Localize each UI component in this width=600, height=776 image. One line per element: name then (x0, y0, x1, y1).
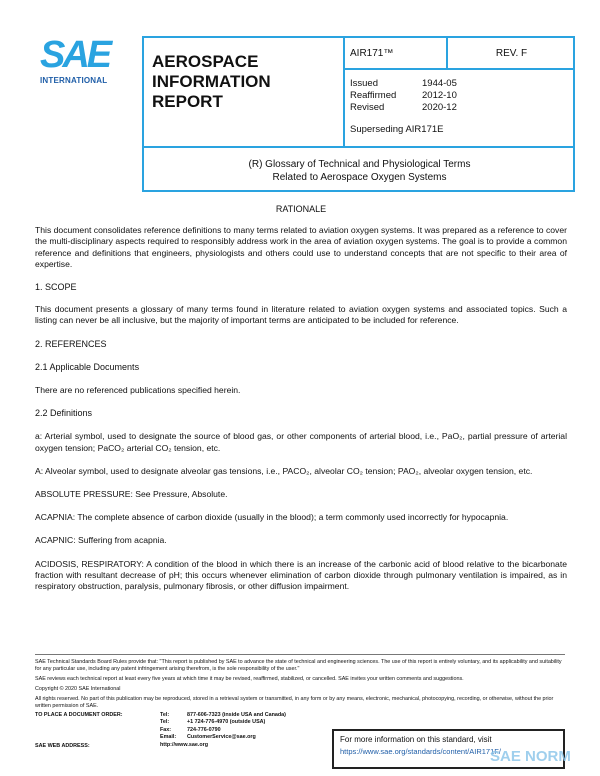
contacts (160, 712, 330, 749)
doc-number: AIR171™ (345, 38, 448, 70)
doc-type-line2: INFORMATION REPORT (152, 72, 271, 111)
doc-type-line1: AEROSPACE (152, 52, 259, 71)
definition: ABSOLUTE PRESSURE: See Pressure, Absolute. (35, 489, 228, 500)
revision: REV. F (448, 38, 575, 70)
footer-rights: All rights reserved. No part of this publication may be reproduced, stored in a retrieval system or transmitted, in any form or by any means, electronic, mechanical, photocopying, recording, or otherwise, without the prior written permission of SAE. (35, 696, 554, 709)
rationale-text: This document consolidates reference definitions to many terms related to aviation oxygen systems. It was prepared as a reference to cover the multi-disciplinary aspects required to responsibly address work in the area of aviation oxygen systems. The goal is to provide a common reference and definitions that engineers, physiologists and others could use to understand concepts that are not specific to their area of expertise. (35, 225, 567, 269)
date-row (350, 102, 575, 114)
contact-label: Tel: (160, 719, 170, 726)
definition: A: Alveolar symbol, used to designate alveolar gas tensions, i.e., PACO₂, alveolar CO₂ tension; PAO₂, alveolar oxygen tension, etc. (35, 465, 533, 476)
definitions-heading: 2.2 Definitions (35, 408, 93, 419)
rationale-heading: RATIONALE (275, 204, 327, 214)
footer-divider (35, 654, 565, 655)
contact-value: 724-776-0790 (187, 726, 221, 733)
date-label: Reaffirmed (350, 90, 397, 101)
document-body (35, 204, 567, 592)
subtitle-line1: (R) Glossary of Technical and Physiological Terms (248, 159, 471, 170)
contact-row (160, 719, 330, 726)
doc-type (144, 38, 345, 148)
contact-row (160, 734, 330, 741)
standard-link[interactable]: https://www.sae.org/standards/content/AIR171F/ (340, 747, 501, 756)
definition: ACAPNIC: Suffering from acapnia. (35, 535, 167, 546)
scope-heading: 1. SCOPE (35, 282, 77, 293)
contact-row (160, 727, 330, 734)
sae-logo (40, 36, 120, 85)
info-text: For more information on this standard, visit (340, 735, 492, 744)
web-address[interactable]: http://www.sae.org (160, 741, 209, 748)
date-row (350, 90, 575, 102)
applicable-heading: 2.1 Applicable Documents (35, 361, 140, 372)
logo-text: INTERNATIONAL (40, 76, 108, 85)
footer-rules: SAE Technical Standards Board Rules provide that: "This report is published by SAE to advance the state of technical and engineering sciences. The use of this report is entirely voluntary, and its applicability and suitability for any particular use, including any patent infringement arising therefrom, is the sole responsibility of the user." (35, 659, 562, 672)
date-label: Revised (350, 102, 385, 113)
web-row (160, 742, 330, 749)
definition: ACIDOSIS, RESPIRATORY: A condition of the blood in which there is an increase of the carbonic acid of blood relative to the bicarbonate fraction with resultant decrease of pH; this occurs whenever elimination of carbon dioxide through pulmonary ventilation is impaired, as in respiratory obstruction, paralysis, pulmonary fibrosis, or other diffusion impairment. (35, 558, 567, 592)
date-row (350, 78, 575, 90)
watermark: SAE NORM (490, 748, 571, 765)
subtitle-line2: Related to Aerospace Oxygen Systems (272, 172, 447, 183)
contact-value: CustomerService@sae.org (187, 734, 256, 741)
references-heading: 2. REFERENCES (35, 338, 107, 349)
subtitle (144, 148, 575, 192)
definition: ACAPNIA: The complete absence of carbon dioxide (usually in the blood); a term commonly used incorrectly for hypocapnia. (35, 512, 509, 523)
date-label: Issued (350, 78, 378, 89)
scope-text: This document presents a glossary of many terms found in literature related to aviation oxygen systems and associated topics. Such a listing can never be all inclusive, but the majority of important terms are anticipated to be included for reference. (35, 304, 567, 326)
contact-label: Fax: (160, 726, 172, 733)
order-label: TO PLACE A DOCUMENT ORDER: (35, 712, 123, 718)
contact-label: Email: (160, 734, 177, 741)
footer-copyright: Copyright © 2020 SAE International (35, 686, 121, 692)
date-value: 1944-05 (422, 78, 457, 89)
applicable-text: There are no referenced publications specified herein. (35, 385, 241, 396)
definition: a: Arterial symbol, used to designate the source of blood gas, or other components of arterial blood, i.e., PaO₂, partial pressure of arterial oxygen tension; PaCO₂ arterial CO₂ tension, etc. (35, 431, 567, 453)
contact-label: Tel: (160, 712, 170, 718)
contact-value: +1 724-776-4970 (outside USA) (187, 719, 266, 726)
dates-block (345, 70, 575, 148)
contact-row (160, 712, 330, 719)
superseding: Superseding AIR171E (350, 124, 444, 135)
logo-mark: SAE (40, 34, 110, 76)
header-box (142, 36, 575, 192)
web-label: SAE WEB ADDRESS: (35, 743, 90, 749)
contact-value: 877-606-7323 (inside USA and Canada) (187, 712, 286, 718)
date-value: 2012-10 (422, 90, 457, 101)
footer-review: SAE reviews each technical report at least every five years at which time it may be revised, reaffirmed, stabilized, or cancelled. SAE invites your written comments and suggestions. (35, 676, 464, 682)
date-value: 2020-12 (422, 102, 457, 113)
